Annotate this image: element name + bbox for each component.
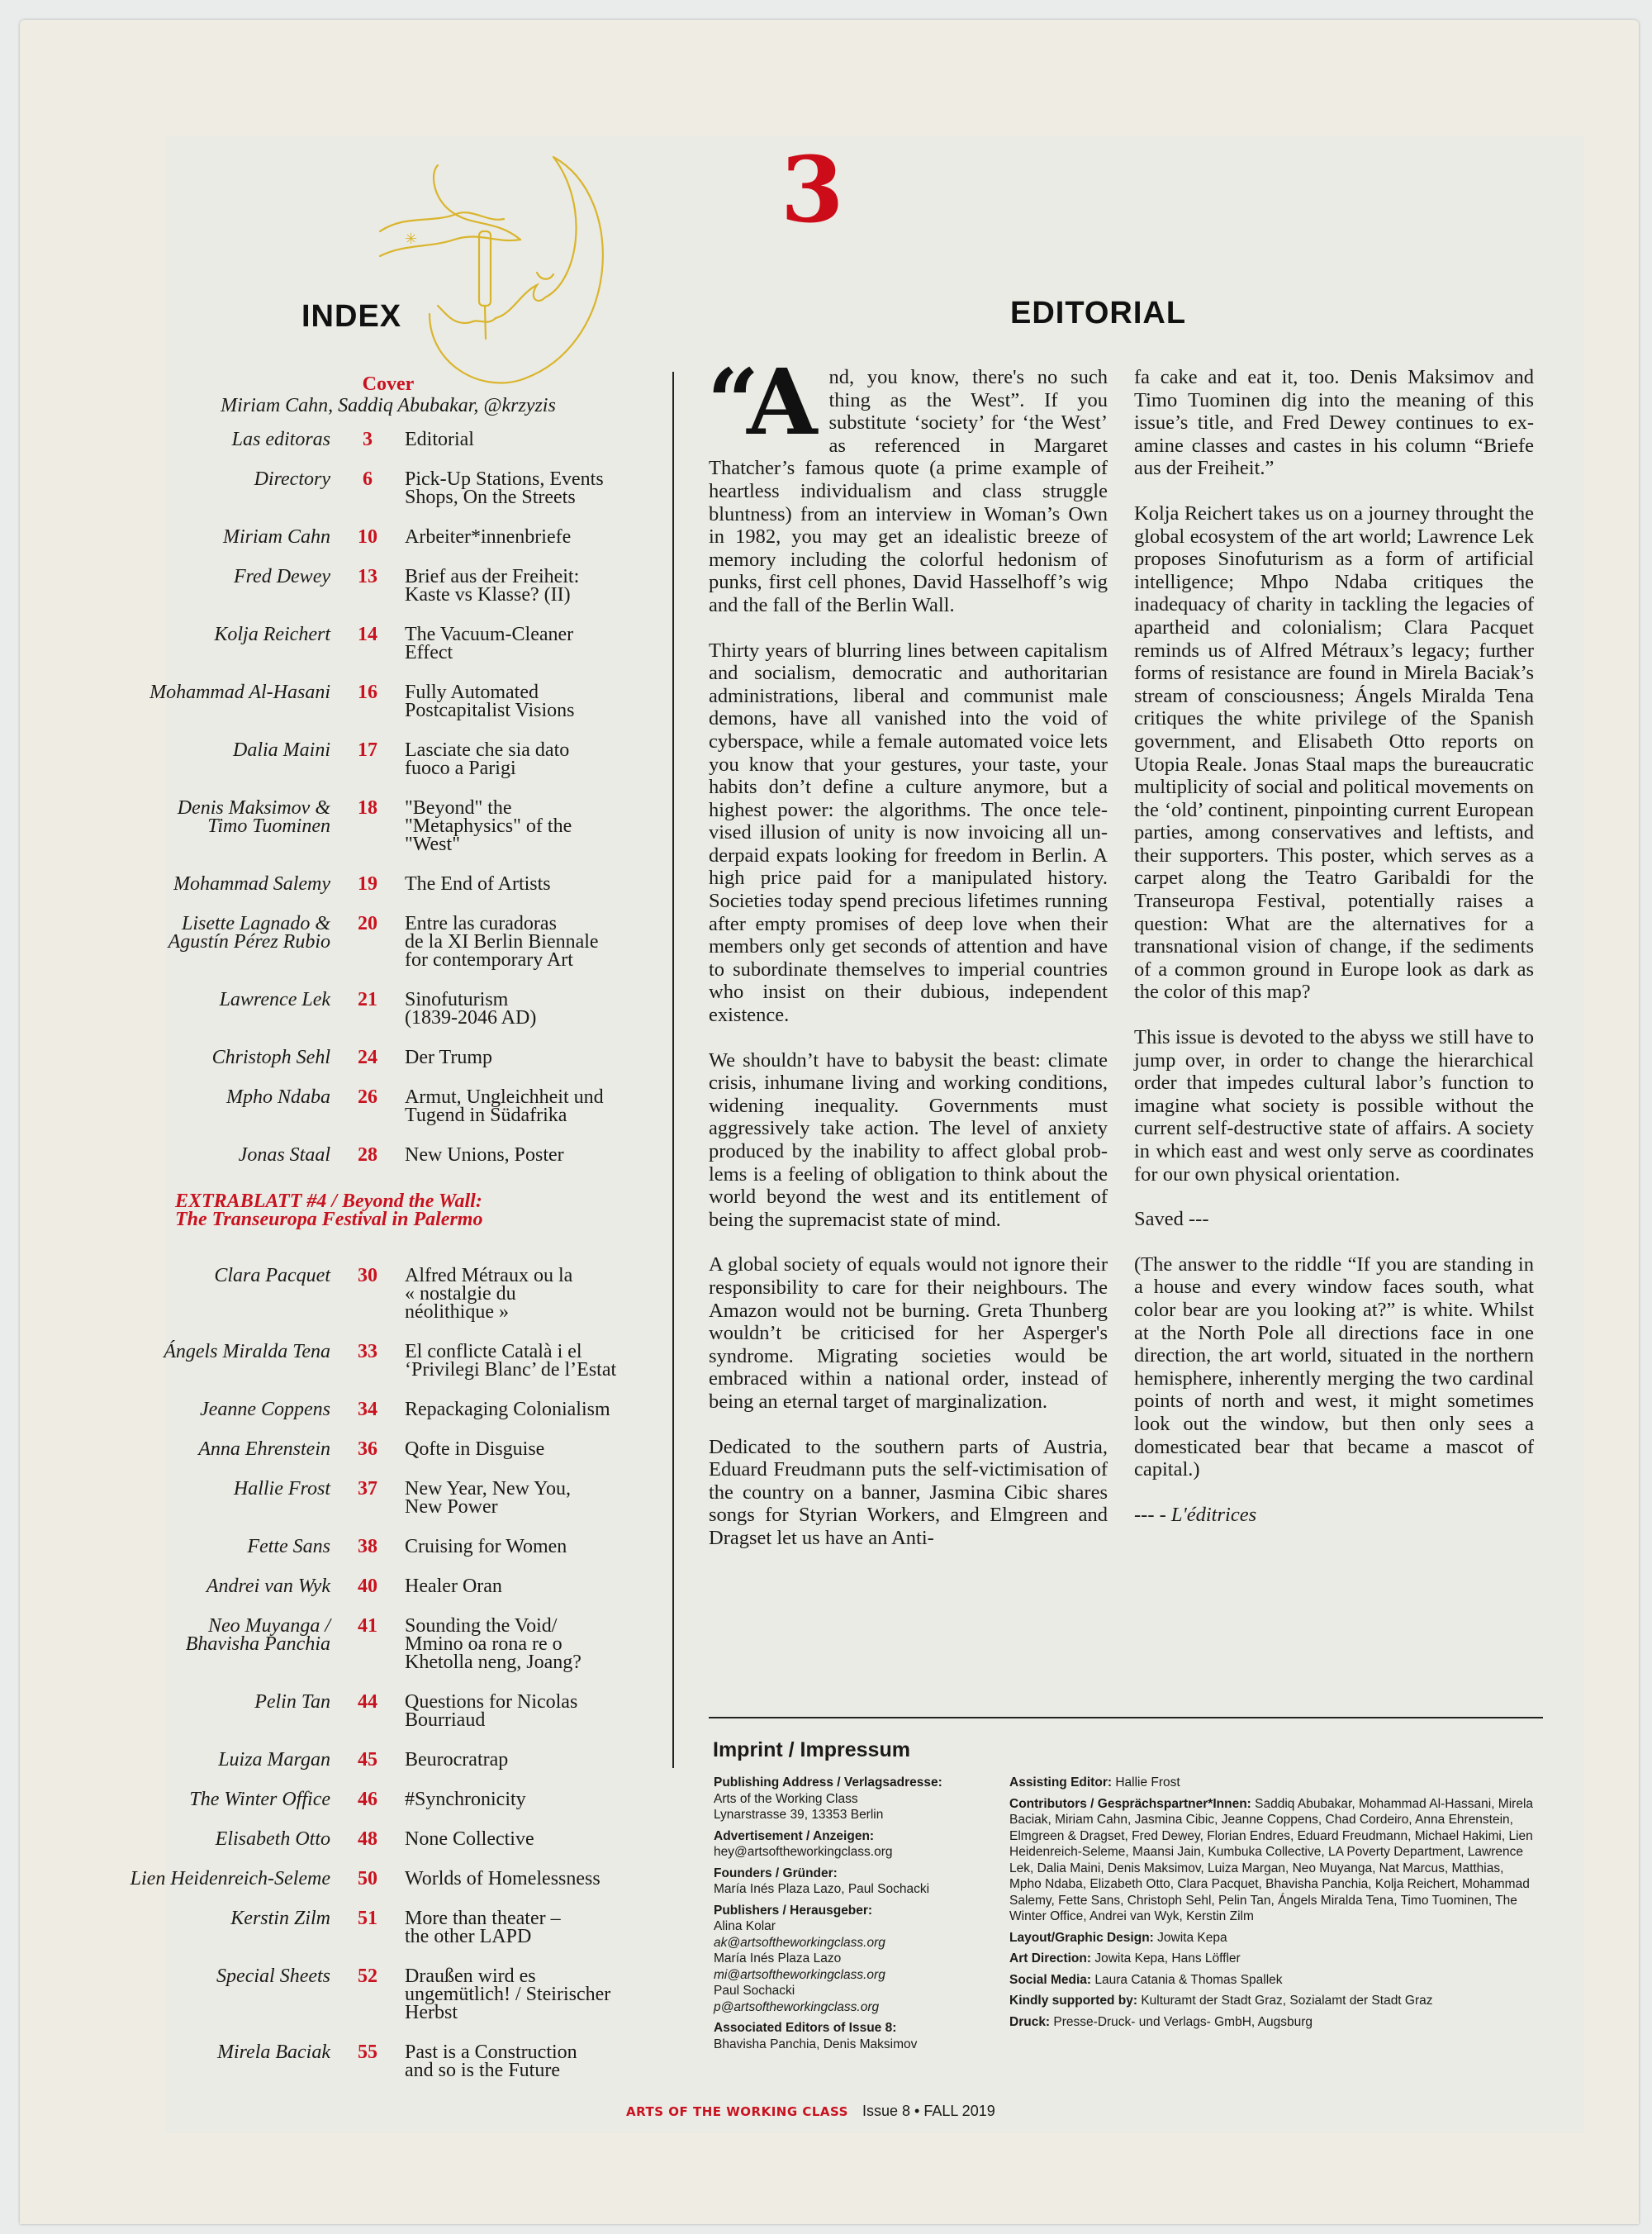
index-page-number: 10	[358, 526, 377, 548]
imprint-label: Founders / Gründer:	[714, 1866, 838, 1880]
star-icon: ✳	[405, 231, 418, 248]
index-page-number: 50	[358, 1868, 377, 1889]
index-title: None Collective	[405, 1828, 534, 1850]
issue-info: Issue 8 • FALL 2019	[862, 2103, 995, 2119]
index-author: Elisabeth Otto	[215, 1828, 330, 1850]
editorial-paragraph	[709, 1253, 1108, 1413]
index-author: Las editoras	[231, 429, 330, 450]
editorial-paragraph	[709, 639, 1108, 1027]
index-author: Pelin Tan	[254, 1691, 330, 1713]
editorial-paragraph: Kolja Reichert takes us on a journey throught the global ecosystem of the art world; Lawrence Lek proposes Sinofuturism as a form of artificial intelligence; Mhpo Ndaba critiques the inadequacy of charity in tackling the legacies of apartheid and colonialism; Clara Pacquet reminds us of Alfred Métraux’s legacy; further forms of resistance are found in Mirela Baciak’s stream of consciousness; Ángels Miralda Tena critiques the white privilege of the Spanish government, and Elisabeth Otto reports on Utopia Reale. Jonas Staal maps the bureaucratic multiplicity of social and political movements on the ‘old’ continent, pinpointing current European parties, among conservatives and leftists, and their supporters. This poster, which serves as a carpet along the Teatro Garibaldi for the Transeuropa Festival, potentially raises a question: What are the alternatives for a transnational vision of change, if the sediments of a common ground in Europe look as dark as the color of this map?	[1134, 501, 1534, 1004]
index-page-number: 33	[358, 1341, 377, 1362]
index-author: The Winter Office	[189, 1789, 330, 1810]
editorial-signoff	[1134, 1504, 1534, 1527]
index-page-number: 20	[358, 913, 377, 934]
index-author: Mohammad Salemy	[173, 873, 330, 895]
index-title: New Year, New You, New Power	[405, 1478, 572, 1518]
index-entry[interactable]	[83, 1047, 661, 1067]
index-entry[interactable]	[83, 1438, 661, 1458]
index-author: Kerstin Zilm	[230, 1908, 330, 1929]
index-page-number: 41	[358, 1615, 377, 1637]
index-title: Brief aus der Freiheit: Kaste vs Klasse? (II)	[405, 566, 580, 606]
index-title: New Unions, Poster	[405, 1144, 564, 1166]
index-author: Denis Maksimov & Timo Tuominen	[177, 797, 330, 837]
imprint-label: Art Direction:	[1009, 1951, 1092, 1965]
editorial-heading: EDITORIAL	[1010, 296, 1187, 330]
index-title: Alfred Métraux ou la « nostalgie du néolithique »	[405, 1265, 573, 1323]
imprint-divider	[709, 1717, 1543, 1718]
index-page-number: 6	[363, 468, 373, 490]
imprint-block	[714, 1866, 995, 1898]
index-page-number: 55	[358, 2041, 377, 2063]
imprint-left-column	[714, 1775, 995, 2057]
index-entry[interactable]	[83, 429, 661, 449]
index-page-number: 24	[358, 1047, 377, 1068]
index-author: Hallie Frost	[233, 1478, 330, 1500]
index-title: Beurocratrap	[405, 1749, 509, 1771]
imprint-label: Druck:	[1009, 2014, 1051, 2029]
index-title: Worlds of Homelessness	[405, 1868, 601, 1889]
index-title: #Synchronicity	[405, 1789, 526, 1810]
index-page-number: 17	[358, 739, 377, 761]
extrablatt-heading: EXTRABLATT #4 / Beyond the Wall: The Transeuropa Festival in Palermo	[175, 1191, 483, 1230]
index-author: Fette Sans	[247, 1536, 330, 1557]
imprint-value: Laura Catania & Thomas Spallek	[1094, 1972, 1283, 1987]
index-page-number: 51	[358, 1908, 377, 1929]
index-author: Lawrence Lek	[219, 989, 330, 1010]
column-divider	[672, 372, 674, 1768]
index-entry[interactable]	[83, 1691, 661, 1729]
index-entry[interactable]	[83, 913, 661, 969]
index-title: Cruising for Women	[405, 1536, 567, 1557]
index-author: Jeanne Coppens	[200, 1399, 330, 1420]
imprint-value: Bhavisha Panchia, Denis Maksimov	[714, 2037, 918, 2051]
imprint-value: Jowita Kepa, Hans Löffler	[1094, 1951, 1241, 1965]
index-author: Jonas Staal	[238, 1144, 330, 1166]
cover-label: Cover	[362, 373, 415, 395]
index-page-number: 46	[358, 1789, 377, 1810]
email-link[interactable]: mi@artsoftheworkingclass.org	[714, 1967, 885, 1982]
index-page-number: 36	[358, 1438, 377, 1460]
index-page-number: 3	[363, 429, 373, 450]
index-entry[interactable]	[83, 1536, 661, 1556]
index-title: Sounding the Void/ Mmino oa rona re o Khetolla neng, Joang?	[405, 1615, 582, 1673]
index-title: Der Trump	[405, 1047, 493, 1068]
imprint-value: Kulturamt der Stadt Graz, Sozialamt der Stadt Graz	[1141, 1994, 1433, 2008]
index-title: Entre las curadoras de la XI Berlin Biennale for contemporary Art	[405, 913, 599, 971]
imprint-value: María Inés Plaza Lazo, Paul Sochacki	[714, 1882, 930, 1896]
index-page-number: 37	[358, 1478, 377, 1500]
imprint-block	[1009, 1972, 1538, 1989]
index-page-number: 34	[358, 1399, 377, 1420]
index-entry[interactable]	[83, 1341, 661, 1379]
index-title: Armut, Ungleichheit und Tugend in Südafrika	[405, 1086, 604, 1126]
index-title: Qofte in Disguise	[405, 1438, 545, 1460]
index-title: Arbeiter*innenbriefe	[405, 526, 572, 548]
index-entry[interactable]	[83, 1478, 661, 1516]
index-author: Luiza Margan	[218, 1749, 330, 1771]
imprint-block	[1009, 1993, 1538, 2009]
index-main-items	[83, 429, 661, 1164]
candle-drip	[485, 306, 486, 339]
index-entry[interactable]	[83, 624, 661, 662]
editorial-paragraph: Saved ---	[1134, 1208, 1209, 1231]
editorial-paragraph: fa cake and eat it, too. Denis Maksimov and Timo Tuominen dig into the meaning of this issue’s title, and Fred Dewey continues to examine classes and castes in his column “Briefe aus der Freiheit.”	[1134, 366, 1534, 480]
index-entry[interactable]	[83, 1086, 661, 1124]
index-page-number: 40	[358, 1576, 377, 1597]
editorial-paragraph	[707, 349, 1108, 617]
index-author: Fred Dewey	[233, 566, 330, 587]
imprint-value[interactable]: hey@artsoftheworkingclass.org	[714, 1845, 893, 1859]
imprint-block	[1009, 1930, 1538, 1946]
index-author: Miriam Cahn	[222, 526, 330, 548]
imprint-block	[1009, 1775, 1538, 1791]
index-page-number: 30	[358, 1265, 377, 1286]
editorial-paragraph: This issue is devoted to the abyss we still have to jump over, in order to change the hierarchical order that impedes cultural labor’s function to imagine what society is possible without the current self-destructive state of affairs. A society in which east and west only serve as coordinates for our own physical orientation.	[1134, 1026, 1534, 1186]
index-title: The Vacuum-Cleaner Effect	[405, 624, 574, 663]
index-author: Neo Muyanga / Bhavisha Panchia	[185, 1615, 330, 1655]
index-author: Dalia Maini	[233, 739, 330, 761]
index-entry[interactable]	[83, 2041, 661, 2080]
index-entry[interactable]	[83, 1908, 661, 1946]
paragraph-text: Dedicated to the southern parts of Austria, Eduard Freudmann puts the self-victimisation of the country on a banner, Jasmina Cibic shares songs for Styrian Workers, and Elmgreen and Dragset let us have an Anti-	[709, 1435, 1108, 1549]
imprint-value: Saddiq Abubakar, Mohammad Al-Hassani, Mirela Baciak, Miriam Cahn, Jasmina Cibic, Jeanne Coppens, Chad Cordeiro, Anna Ehrenstein, Elmgreen & Dragset, Fred Dewey, Florian Endres, Eduard Freudmann, Michael Hakimi, Lien Heidenreich-Seleme, Maansi Jain, Kumbuka Collective, LA Poverty Department, Lawrence Lek, Dalia Maini, Denis Maksimov, Luiza Margan, Neo Muyanga, Nat Marcus, Matthias, Mpho Ndaba, Elizabeth Otto, Clara Pacquet, Bhavisha Panchia, Kolja Reichert, Mohammad Salemy, Fette Sans, Christoph Sehl, Pelin Tan, Ángels Miralda Tena, Timo Tuominen, The Winter Office, Andrei van Wyk, Kerstin Zilm	[1009, 1796, 1534, 1923]
index-author: Ángels Miralda Tena	[164, 1341, 330, 1362]
index-page-number: 44	[358, 1691, 377, 1713]
index-entry[interactable]	[83, 468, 661, 506]
cover-names: Miriam Cahn, Saddiq Abubakar, @krzyzis	[221, 395, 556, 416]
imprint-label: Contributors / Gesprächspartner*Innen:	[1009, 1796, 1251, 1811]
index-entry[interactable]	[83, 989, 661, 1027]
page-footer	[626, 2103, 995, 2120]
index-author: Lien Heidenreich-Seleme	[130, 1868, 330, 1889]
imprint-value: María Inés Plaza Lazo	[714, 1951, 842, 1965]
paragraph-text: A global society of equals would not ignore their responsibility to care for their neighbours. The Amazon would not be burning. Greta Thunberg wouldn’t be criticised for her Asperger's syndrome. Migrating societies would be embraced within a national order, instead of being an eternal target of marginalization.	[709, 1253, 1108, 1413]
index-page-number: 28	[358, 1144, 377, 1166]
index-page-number: 48	[358, 1828, 377, 1850]
signoff-name: L'éditrices	[1170, 1503, 1257, 1526]
index-entry[interactable]	[83, 1868, 661, 1888]
imprint-value: Hallie Frost	[1115, 1775, 1180, 1790]
index-entry[interactable]	[83, 1144, 661, 1164]
moon-swirl	[434, 165, 520, 240]
imprint-label: Publishers / Herausgeber:	[714, 1903, 873, 1918]
imprint-value: Arts of the Working Class	[714, 1791, 858, 1806]
index-author: Kolja Reichert	[214, 624, 330, 645]
imprint-value: Jowita Kepa	[1157, 1930, 1227, 1945]
index-page-number: 26	[358, 1086, 377, 1108]
index-entry[interactable]	[83, 739, 661, 777]
index-title: More than theater – the other LAPD	[405, 1908, 561, 1947]
imprint-value: Lynarstrasse 39, 13353 Berlin	[714, 1808, 884, 1822]
email-link[interactable]: p@artsoftheworkingclass.org	[714, 1999, 880, 2014]
publication-brand: ARTS OF THE WORKING CLASS	[626, 2104, 848, 2119]
index-entry[interactable]	[83, 873, 661, 893]
index-author: Directory	[254, 468, 330, 490]
editorial-column-1	[707, 349, 1108, 1572]
imprint-value: Presse-Druck- und Verlags- GmbH, Augsburg	[1053, 2014, 1313, 2029]
index-title: Fully Automated Postcapitalist Visions	[405, 682, 575, 721]
index-title: Pick-Up Stations, Events Shops, On the Streets	[405, 468, 604, 508]
imprint-label: Assisting Editor:	[1009, 1775, 1113, 1790]
index-title: "Beyond" the "Metaphysics" of the "West"	[405, 797, 572, 855]
imprint-block	[714, 1903, 995, 2016]
cover-credit	[116, 373, 661, 416]
index-entry[interactable]	[83, 1965, 661, 2022]
index-title: Sinofuturism (1839-2046 AD)	[405, 989, 537, 1029]
index-author: Andrei van Wyk	[206, 1576, 330, 1597]
index-author: Mohammad Al-Hasani	[150, 682, 330, 703]
imprint-value: Alina Kolar	[714, 1919, 776, 1933]
paragraph-text: We shouldn’t have to babysit the beast: climate crisis, inhumane living and working conditions, widening inequality. Governments must aggressively take action. The level of anxiety produced by the inability to affect global problems is a feeling of obligation to think about the world beyond the west and its entitlement of being the supremacist state of mind.	[709, 1048, 1108, 1231]
editorial-paragraph: (The answer to the riddle “If you are standing in a house and every window faces south, what color bear are you looking at?” is white. Whilst at the North Pole all directions face in one direction, the art world, situated in the northern hemisphere, inherently merging the two cardinal points of north and west, it might sometimes look out the window, but then only sees a domesticated bear that became a mascot of capital.)	[1134, 1252, 1534, 1481]
imprint-label: Publishing Address / Verlagsadresse:	[714, 1775, 942, 1790]
index-entry[interactable]	[83, 682, 661, 720]
index-title: Repackaging Colonialism	[405, 1399, 610, 1420]
index-extrablatt-items	[83, 1265, 661, 2080]
index-entry[interactable]	[83, 566, 661, 604]
imprint-label: Social Media:	[1009, 1972, 1092, 1987]
index-page-number: 16	[358, 682, 377, 703]
index-page-number: 14	[358, 624, 377, 645]
imprint-label: Layout/Graphic Design:	[1009, 1930, 1154, 1945]
index-page-number: 45	[358, 1749, 377, 1771]
moon-crescent-outer	[430, 157, 603, 383]
editorial-paragraph	[709, 1436, 1108, 1550]
index-title: Lasciate che sia dato fuoco a Parigi	[405, 739, 570, 779]
index-title: Past is a Construction and so is the Future	[405, 2041, 577, 2081]
index-title: El conflicte Català i el ‘Privilegi Blanc’ de l’Estat	[405, 1341, 617, 1381]
imprint-block	[714, 1775, 995, 1823]
index-author: Lisette Lagnado & Agustín Pérez Rubio	[168, 913, 330, 953]
index-author: Mpho Ndaba	[226, 1086, 330, 1108]
imprint-right-column	[1009, 1775, 1538, 2035]
index-entry[interactable]	[83, 1615, 661, 1671]
moon-eye	[537, 273, 553, 279]
index-entry[interactable]	[83, 1828, 661, 1848]
paragraph-text: Thirty years of blurring lines between capitalism and socialism, democratic and authoritarian administrations, liberal and communist male demons, have all vanished into the void of cyberspace, while a female automated voice lets you know that your gestures, your taste, your habits don’t define a culture anymore, but a highest power: the algorithms. The once televised illusion of unity is now invoicing all underpaid expats looking for freedom in Berlin. A high price paid for a manipulated history. Societies today spend precious lifetimes running after empty promises of deep love when their members only get seconds of attention and have to subordinate themselves to imperial countries who insist on their dubious, independent existence.	[709, 639, 1108, 1027]
index-entry[interactable]	[83, 1749, 661, 1769]
editorial-column-2	[1134, 366, 1534, 1548]
index-title: Editorial	[405, 429, 474, 450]
index-author: Anna Ehrenstein	[198, 1438, 330, 1460]
drop-cap: “A	[707, 349, 818, 455]
index-entry[interactable]	[83, 797, 661, 853]
imprint-label: Associated Editors of Issue 8:	[714, 2021, 897, 2035]
index-page-number: 19	[358, 873, 377, 895]
index-author: Mirela Baciak	[216, 2041, 330, 2063]
imprint-value: Paul Sochacki	[714, 1984, 795, 1998]
index-author: Christoph Sehl	[211, 1047, 330, 1068]
index-entry[interactable]	[83, 1265, 661, 1321]
index-title: The End of Artists	[405, 873, 551, 895]
signoff-dashes: --- -	[1134, 1503, 1171, 1526]
index-entry[interactable]	[83, 1789, 661, 1809]
candle	[479, 231, 491, 306]
imprint-block	[1009, 1796, 1538, 1925]
imprint-label: Kindly supported by:	[1009, 1994, 1137, 2008]
index-title: Healer Oran	[405, 1576, 502, 1597]
page-number: 3	[781, 136, 844, 243]
imprint-label: Advertisement / Anzeigen:	[714, 1828, 875, 1843]
imprint-block	[714, 1828, 995, 1861]
imprint-block	[1009, 2014, 1538, 2031]
index-entry[interactable]	[83, 526, 661, 546]
index-page-number: 52	[358, 1965, 377, 1987]
index-list	[83, 429, 661, 2099]
email-link[interactable]: ak@artsoftheworkingclass.org	[714, 1935, 885, 1950]
imprint-block	[1009, 1951, 1538, 1967]
index-title: Draußen wird es ungemütlich! / Steirischer Herbst	[405, 1965, 611, 2023]
imprint-block	[714, 2020, 995, 2052]
index-entry[interactable]	[83, 1399, 661, 1419]
index-entry[interactable]	[83, 1576, 661, 1595]
index-author: Special Sheets	[216, 1965, 330, 1987]
index-page-number: 38	[358, 1536, 377, 1557]
index-page-number: 18	[358, 797, 377, 819]
index-heading: INDEX	[301, 299, 402, 334]
paragraph-text: nd, you know, there's no such thing as the West”. If you substitute ‘society’ for ‘the West’ as referenced in Margaret Thatcher’s famous quote (a prime example of heartless individualism and class struggle bluntness) from an interview in Woman’s Own in 1982, you may get an idealistic breeze of memory including the colorful hedonism of punks, first cell phones, David Hasselhoff’s wig and the fall of the Berlin Wall.	[709, 366, 1108, 616]
imprint-title: Imprint / Impressum	[713, 1738, 910, 1761]
index-page-number: 21	[358, 989, 377, 1010]
editorial-paragraph	[709, 1049, 1108, 1232]
index-title: Questions for Nicolas Bourriaud	[405, 1691, 578, 1731]
index-author: Clara Pacquet	[214, 1265, 330, 1286]
index-page-number: 13	[358, 566, 377, 587]
